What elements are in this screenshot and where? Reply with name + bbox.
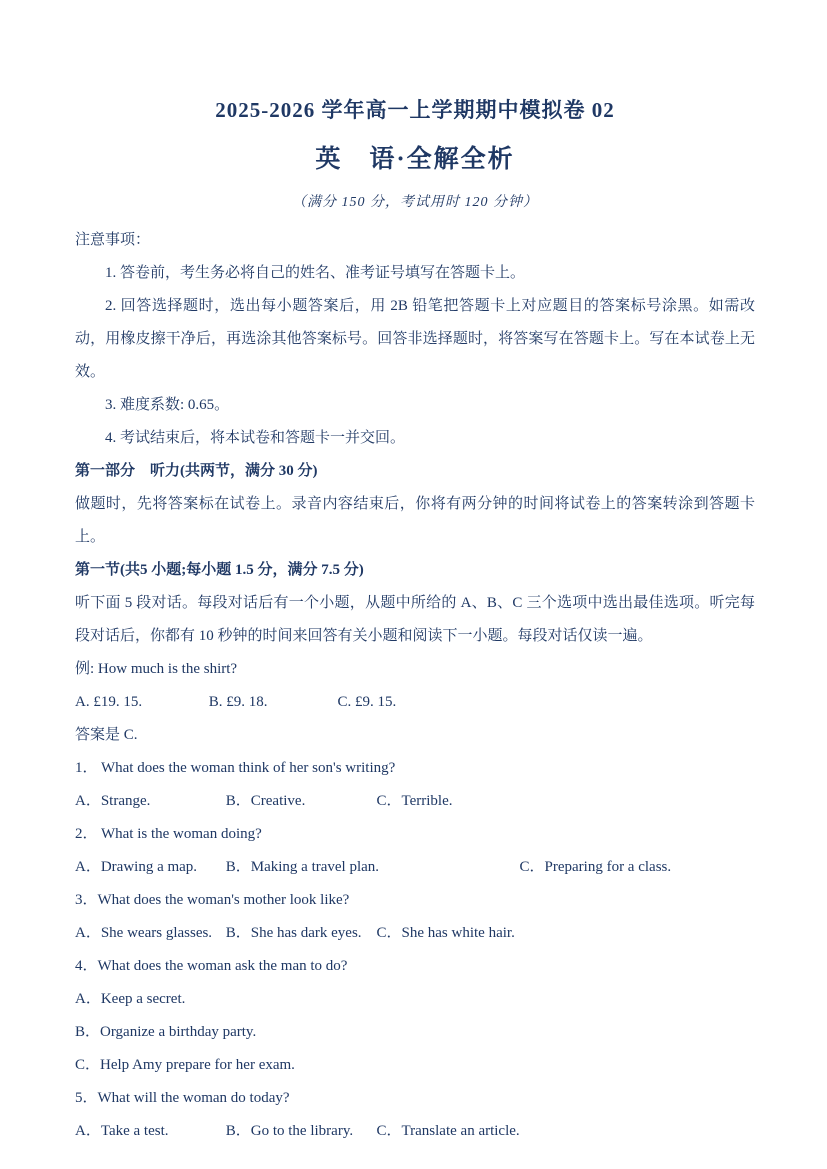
part1-heading: 第一部分 听力(共两节，满分 30 分) — [75, 463, 318, 479]
exam-title: 2025-2026 学年高一上学期期中模拟卷 02 — [215, 98, 615, 122]
question-2-option-a: A．Drawing a map. — [75, 859, 198, 875]
question-1-options — [75, 785, 755, 818]
section1-heading: 第一节(共5 小题;每小题 1.5 分，满分 7.5 分) — [75, 562, 364, 578]
notice-item-1: 1. 答卷前，考生务必将自己的姓名、准考证号填写在答题卡上。 — [105, 265, 526, 281]
question-5-options — [75, 1115, 755, 1148]
question-4-option-c: C．Help Amy prepare for her exam. — [75, 1057, 295, 1073]
example-option-c: C. £9. 15. — [337, 694, 397, 710]
notice-item-2: 2. 回答选择题时，选出每小题答案后，用 2B 铅笔把答题卡上对应题目的答案标号涂黑。如需改动，用橡皮擦干净后，再选涂其他答案标号。回答非选择题时，将答案写在答题卡上。写在本试卷上无效。 — [75, 298, 755, 380]
example-option-b: B. £9. 18. — [208, 694, 268, 710]
question-1-option-b: B．Creative. — [225, 793, 306, 809]
exam-meta: （满分 150 分，考试用时 120 分钟） — [292, 195, 538, 210]
question-4-text: 4．What does the woman ask the man to do? — [75, 958, 348, 974]
question-3-option-c: C．She has white hair. — [376, 925, 515, 941]
question-3-options — [75, 917, 755, 950]
question-4-option-b: B．Organize a birthday party. — [75, 1024, 257, 1040]
question-2-text: 2． What is the woman doing? — [75, 826, 262, 842]
question-2-option-b: B．Making a travel plan. — [225, 859, 380, 875]
question-1-option-a: A．Strange. — [75, 793, 151, 809]
question-5-text: 5．What will the woman do today? — [75, 1090, 290, 1106]
notice-heading: 注意事项： — [75, 232, 151, 248]
question-4-option-a: A．Keep a secret. — [75, 991, 186, 1007]
question-5-option-a: A．Take a test. — [75, 1123, 169, 1139]
example-question: 例: How much is the shirt? — [75, 661, 238, 677]
question-2-option-c: C．Preparing for a class. — [519, 859, 672, 875]
part1-intro: 做题时，先将答案标在试卷上。录音内容结束后，你将有两分钟的时间将试卷上的答案转涂到答题卡上。 — [75, 496, 755, 545]
section1-intro: 听下面 5 段对话。每段对话后有一个小题，从题中所给的 A、B、C 三个选项中选出最佳选项。听完每段对话后，你都有 10 秒钟的时间来回答有关小题和阅读下一小题。每段对话仅读一遍。 — [75, 595, 755, 644]
notice-item-3: 3. 难度系数: 0.65。 — [105, 397, 230, 413]
question-5-option-b: B．Go to the library. — [225, 1123, 354, 1139]
exam-subject: 英 语·全解全析 — [315, 146, 515, 173]
question-3-option-b: B．She has dark eyes. — [225, 925, 362, 941]
example-answer: 答案是 C. — [75, 727, 138, 743]
question-5-option-c: C．Translate an article. — [376, 1123, 520, 1139]
question-3-option-a: A．She wears glasses. — [75, 925, 213, 941]
notice-item-4: 4. 考试结束后，将本试卷和答题卡一并交回。 — [105, 430, 406, 446]
question-3-text: 3．What does the woman's mother look like? — [75, 892, 350, 908]
example-options — [75, 686, 755, 719]
exam-body — [75, 224, 755, 1148]
question-1-option-c: C．Terrible. — [376, 793, 453, 809]
question-1-text: 1． What does the woman think of her son's writing? — [75, 760, 396, 776]
question-2-options — [75, 851, 755, 884]
example-option-a: A. £19. 15. — [75, 694, 143, 710]
